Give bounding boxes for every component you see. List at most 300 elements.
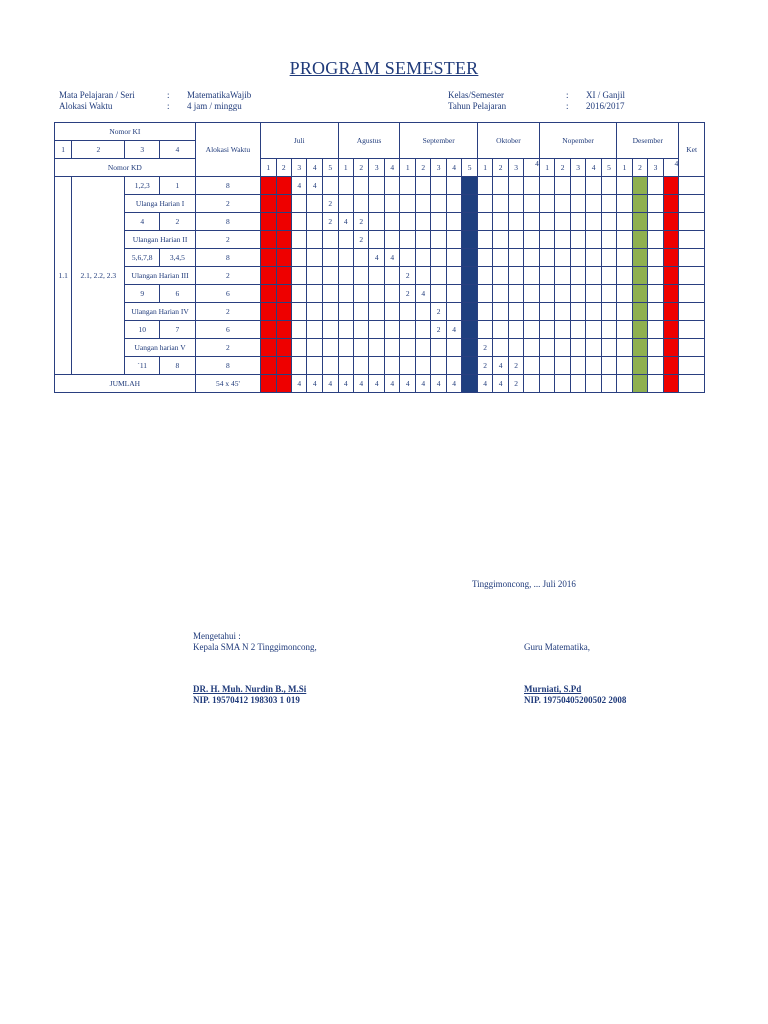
week-cell: 4: [369, 249, 384, 267]
week-cell: [586, 195, 601, 213]
week-cell: [400, 321, 415, 339]
week-cell: [446, 303, 461, 321]
ket-cell: [679, 285, 705, 303]
week-cell: [508, 213, 523, 231]
week-cell: [307, 285, 322, 303]
week-cell: [632, 267, 647, 285]
week-cell: [338, 249, 353, 267]
week-cell: [292, 357, 307, 375]
week-cell: [292, 267, 307, 285]
week-cell: [400, 249, 415, 267]
left-signature: [193, 631, 317, 706]
kd3-cell: 5,6,7,8: [125, 249, 160, 267]
week-cell: [524, 321, 540, 339]
week-cell: [648, 357, 663, 375]
week-cell: [539, 321, 554, 339]
total-week-cell: [601, 375, 616, 393]
week-cell: [539, 303, 554, 321]
alokasi-cell: 6: [195, 321, 260, 339]
week-cell: [369, 195, 384, 213]
week-cell: [462, 213, 478, 231]
total-week-cell: [555, 375, 570, 393]
table-row: [55, 267, 705, 285]
week-cell: [648, 249, 663, 267]
week-cell: [632, 339, 647, 357]
principal-nip: NIP. 19570412 198303 1 019: [193, 695, 300, 705]
week-cell: [648, 195, 663, 213]
kd3-cell: 4: [125, 213, 160, 231]
week-cell: [462, 339, 478, 357]
ket-cell: [679, 177, 705, 195]
week-cell: 2: [400, 285, 415, 303]
week-cell: [400, 213, 415, 231]
week-cell: [601, 249, 616, 267]
week-cell: [539, 177, 554, 195]
teacher-name: Murniati, S.Pd: [524, 684, 582, 694]
week-cell: [493, 339, 508, 357]
total-week-cell: [261, 375, 276, 393]
week-cell: [555, 213, 570, 231]
week-cell: [384, 357, 400, 375]
week-cell: [369, 357, 384, 375]
week-header: 1: [261, 159, 276, 177]
week-cell: [353, 195, 368, 213]
week-header: 2: [276, 159, 291, 177]
week-cell: [292, 339, 307, 357]
week-cell: 2: [400, 267, 415, 285]
week-header: 5: [462, 159, 478, 177]
week-cell: [648, 339, 663, 357]
week-cell: [555, 177, 570, 195]
week-cell: [524, 267, 540, 285]
week-cell: [508, 177, 523, 195]
week-cell: [477, 267, 492, 285]
total-row: [55, 375, 705, 393]
week-cell: [276, 339, 291, 357]
week-cell: [462, 177, 478, 195]
week-cell: [322, 321, 338, 339]
total-week-cell: 4: [431, 375, 446, 393]
week-cell: [617, 339, 632, 357]
week-cell: [384, 339, 400, 357]
kd3-cell: 1,2,3: [125, 177, 160, 195]
meta-value: 2016/2017: [586, 101, 625, 111]
week-cell: [446, 285, 461, 303]
week-cell: 4: [307, 177, 322, 195]
week-cell: [663, 357, 679, 375]
week-cell: [648, 267, 663, 285]
meta-colon: :: [566, 90, 569, 100]
table-row: [55, 231, 705, 249]
week-cell: [307, 339, 322, 357]
week-header: 1: [477, 159, 492, 177]
week-cell: [617, 321, 632, 339]
week-cell: [493, 213, 508, 231]
alokasi-cell: 8: [195, 357, 260, 375]
week-cell: [555, 249, 570, 267]
week-header: 3: [369, 159, 384, 177]
assessment-label: Ulangan Harian IV: [125, 303, 195, 321]
week-cell: [570, 231, 585, 249]
week-cell: [632, 195, 647, 213]
week-cell: [369, 285, 384, 303]
week-cell: [663, 339, 679, 357]
total-week-cell: [632, 375, 647, 393]
week-cell: [322, 231, 338, 249]
week-cell: [261, 303, 276, 321]
week-cell: [648, 285, 663, 303]
week-cell: [601, 321, 616, 339]
week-cell: [617, 357, 632, 375]
week-header: 2: [415, 159, 430, 177]
week-header: 4: [446, 159, 461, 177]
week-cell: [617, 213, 632, 231]
meta-value: MatematikaWajib: [187, 90, 252, 100]
week-header: 5: [322, 159, 338, 177]
alokasi-cell: 6: [195, 285, 260, 303]
table-row: [55, 249, 705, 267]
meta-value: 4 jam / minggu: [187, 101, 242, 111]
meta-colon: :: [167, 90, 170, 100]
week-cell: [555, 321, 570, 339]
assessment-label: Ulangan Harian III: [125, 267, 195, 285]
week-cell: [617, 303, 632, 321]
week-cell: [322, 339, 338, 357]
week-cell: [524, 303, 540, 321]
ki-column-header: 2: [72, 141, 125, 159]
week-cell: 4: [292, 177, 307, 195]
table-row: [55, 195, 705, 213]
week-cell: [338, 231, 353, 249]
week-cell: [431, 339, 446, 357]
week-cell: [446, 249, 461, 267]
week-cell: [431, 249, 446, 267]
week-cell: [524, 177, 540, 195]
week-cell: [508, 195, 523, 213]
week-cell: 4: [384, 249, 400, 267]
ket-cell: [679, 321, 705, 339]
week-cell: [477, 177, 492, 195]
week-header: 2: [555, 159, 570, 177]
week-cell: [400, 177, 415, 195]
place-date: Tinggimoncong, ... Juli 2016: [472, 579, 576, 589]
assessment-label: Ulangan Harian II: [125, 231, 195, 249]
ket-cell: [679, 267, 705, 285]
week-cell: [632, 213, 647, 231]
week-cell: [663, 195, 679, 213]
week-cell: [276, 285, 291, 303]
week-cell: [446, 267, 461, 285]
week-cell: [601, 195, 616, 213]
week-cell: [586, 231, 601, 249]
ki2-cell: 2.1, 2.2, 2.3: [72, 177, 125, 375]
total-week-cell: 4: [384, 375, 400, 393]
week-cell: [322, 357, 338, 375]
week-cell: [555, 231, 570, 249]
total-week-cell: 4: [292, 375, 307, 393]
meta-right: [448, 90, 625, 112]
week-cell: [261, 267, 276, 285]
week-cell: [322, 177, 338, 195]
ket-cell: [679, 357, 705, 375]
week-cell: [384, 285, 400, 303]
week-header: 5: [601, 159, 616, 177]
total-week-cell: [648, 375, 663, 393]
week-cell: [431, 195, 446, 213]
week-cell: [446, 177, 461, 195]
ket-cell: [679, 213, 705, 231]
week-cell: [415, 231, 430, 249]
assessment-label: Ulanga Harian I: [125, 195, 195, 213]
week-header: 4: [663, 159, 679, 177]
week-cell: [539, 339, 554, 357]
total-week-cell: [524, 375, 540, 393]
week-cell: [415, 339, 430, 357]
total-week-cell: [617, 375, 632, 393]
week-cell: 2: [322, 213, 338, 231]
week-cell: [431, 231, 446, 249]
week-cell: [648, 321, 663, 339]
week-cell: [663, 213, 679, 231]
week-cell: [415, 177, 430, 195]
week-cell: [292, 321, 307, 339]
alokasi-cell: 8: [195, 249, 260, 267]
ki-column-header: 4: [160, 141, 196, 159]
week-cell: [508, 249, 523, 267]
week-header: 1: [617, 159, 632, 177]
week-cell: [338, 303, 353, 321]
week-cell: [369, 213, 384, 231]
week-cell: [586, 249, 601, 267]
week-cell: [292, 303, 307, 321]
week-cell: [524, 195, 540, 213]
meta-value: XI / Ganjil: [586, 90, 625, 100]
total-week-cell: [462, 375, 478, 393]
week-cell: [632, 285, 647, 303]
week-cell: [446, 195, 461, 213]
week-cell: [601, 213, 616, 231]
week-cell: [617, 195, 632, 213]
week-cell: [539, 195, 554, 213]
week-cell: [586, 303, 601, 321]
week-cell: [632, 321, 647, 339]
kd3-cell: 9: [125, 285, 160, 303]
week-cell: [307, 249, 322, 267]
month-header: Desember: [617, 123, 679, 159]
week-cell: [384, 213, 400, 231]
week-cell: [307, 231, 322, 249]
week-cell: [570, 195, 585, 213]
week-cell: [261, 177, 276, 195]
week-cell: [415, 195, 430, 213]
month-header: Juli: [261, 123, 338, 159]
week-header: 3: [648, 159, 663, 177]
total-week-cell: [539, 375, 554, 393]
week-cell: [276, 213, 291, 231]
week-cell: [586, 267, 601, 285]
week-cell: [369, 339, 384, 357]
table-row: [55, 357, 705, 375]
week-cell: [307, 195, 322, 213]
week-cell: [477, 303, 492, 321]
alokasi-cell: 8: [195, 177, 260, 195]
week-header: 2: [632, 159, 647, 177]
week-cell: [539, 357, 554, 375]
assessment-label: Uangan harian V: [125, 339, 195, 357]
week-cell: [353, 303, 368, 321]
week-cell: [508, 267, 523, 285]
week-cell: 4: [446, 321, 461, 339]
week-cell: [261, 213, 276, 231]
week-cell: [261, 285, 276, 303]
week-cell: 2: [477, 357, 492, 375]
week-header: 2: [493, 159, 508, 177]
week-cell: [663, 231, 679, 249]
week-cell: [384, 231, 400, 249]
week-cell: [524, 231, 540, 249]
total-week-cell: [663, 375, 679, 393]
month-header: Oktober: [477, 123, 539, 159]
week-cell: [493, 303, 508, 321]
total-week-cell: 4: [353, 375, 368, 393]
alokasi-cell: 2: [195, 267, 260, 285]
meta-label: Mata Pelajaran / Seri: [59, 90, 135, 100]
week-cell: [462, 249, 478, 267]
week-cell: 2: [477, 339, 492, 357]
ki-column-header: 3: [125, 141, 160, 159]
week-header: 2: [353, 159, 368, 177]
week-cell: [353, 177, 368, 195]
ket-cell: [679, 303, 705, 321]
week-cell: 2: [508, 357, 523, 375]
week-cell: 2: [431, 321, 446, 339]
alokasi-cell: 2: [195, 303, 260, 321]
week-cell: [570, 303, 585, 321]
acknowledged-label: Mengetahui :: [193, 631, 241, 641]
week-cell: [431, 267, 446, 285]
week-cell: [477, 231, 492, 249]
week-cell: [617, 267, 632, 285]
week-header: 1: [539, 159, 554, 177]
week-cell: [276, 267, 291, 285]
week-cell: [462, 267, 478, 285]
principal-name: DR. H. Muh. Nurdin B., M.Si: [193, 684, 307, 694]
week-cell: [586, 177, 601, 195]
kd4-cell: 6: [160, 285, 196, 303]
week-cell: [338, 321, 353, 339]
header-row: [55, 123, 705, 141]
week-cell: [524, 249, 540, 267]
week-cell: [493, 267, 508, 285]
table-row: [55, 339, 705, 357]
week-cell: [617, 231, 632, 249]
week-cell: [462, 303, 478, 321]
week-cell: [384, 303, 400, 321]
kd4-cell: 1: [160, 177, 196, 195]
week-cell: 2: [431, 303, 446, 321]
total-week-cell: 4: [307, 375, 322, 393]
week-cell: [292, 195, 307, 213]
week-cell: [462, 231, 478, 249]
week-cell: [462, 357, 478, 375]
teacher-title: Guru Matematika,: [524, 642, 590, 652]
week-header: 3: [570, 159, 585, 177]
week-cell: [477, 195, 492, 213]
week-cell: [570, 249, 585, 267]
ket-cell: [679, 231, 705, 249]
week-cell: [276, 357, 291, 375]
week-cell: [555, 267, 570, 285]
week-cell: [261, 249, 276, 267]
week-cell: [570, 321, 585, 339]
week-cell: [555, 357, 570, 375]
week-cell: [555, 285, 570, 303]
week-cell: [431, 213, 446, 231]
semester-program-table: [54, 122, 705, 393]
table-row: [55, 285, 705, 303]
week-cell: [586, 213, 601, 231]
week-cell: [632, 303, 647, 321]
week-header: 3: [508, 159, 523, 177]
week-cell: [276, 321, 291, 339]
week-cell: [307, 303, 322, 321]
week-cell: [570, 357, 585, 375]
week-cell: [307, 321, 322, 339]
week-cell: [570, 339, 585, 357]
ket-cell: [679, 195, 705, 213]
week-cell: [617, 177, 632, 195]
kd4-cell: 3,4,5: [160, 249, 196, 267]
week-cell: [493, 231, 508, 249]
week-cell: [555, 303, 570, 321]
week-cell: [539, 231, 554, 249]
total-week-cell: 4: [493, 375, 508, 393]
total-week-cell: [276, 375, 291, 393]
kd4-cell: 8: [160, 357, 196, 375]
page-title: PROGRAM SEMESTER: [289, 58, 479, 78]
week-cell: [322, 249, 338, 267]
alokasi-cell: 2: [195, 339, 260, 357]
week-cell: [648, 177, 663, 195]
week-cell: [400, 357, 415, 375]
week-cell: 2: [353, 213, 368, 231]
week-cell: [601, 339, 616, 357]
week-cell: [648, 213, 663, 231]
week-cell: [276, 177, 291, 195]
week-header: 3: [292, 159, 307, 177]
week-cell: [307, 213, 322, 231]
total-alokasi: 54 x 45': [195, 375, 260, 393]
week-cell: [555, 339, 570, 357]
week-cell: [493, 285, 508, 303]
week-cell: [570, 213, 585, 231]
week-cell: [601, 357, 616, 375]
week-cell: [493, 321, 508, 339]
week-cell: [384, 321, 400, 339]
week-cell: [261, 231, 276, 249]
week-cell: [276, 195, 291, 213]
total-week-cell: [570, 375, 585, 393]
week-cell: [369, 321, 384, 339]
week-cell: [292, 231, 307, 249]
total-week-cell: 4: [477, 375, 492, 393]
week-cell: [601, 231, 616, 249]
meta-label: Kelas/Semester: [448, 90, 504, 100]
week-cell: [663, 177, 679, 195]
week-cell: [384, 177, 400, 195]
week-header: 4: [384, 159, 400, 177]
week-cell: [508, 321, 523, 339]
